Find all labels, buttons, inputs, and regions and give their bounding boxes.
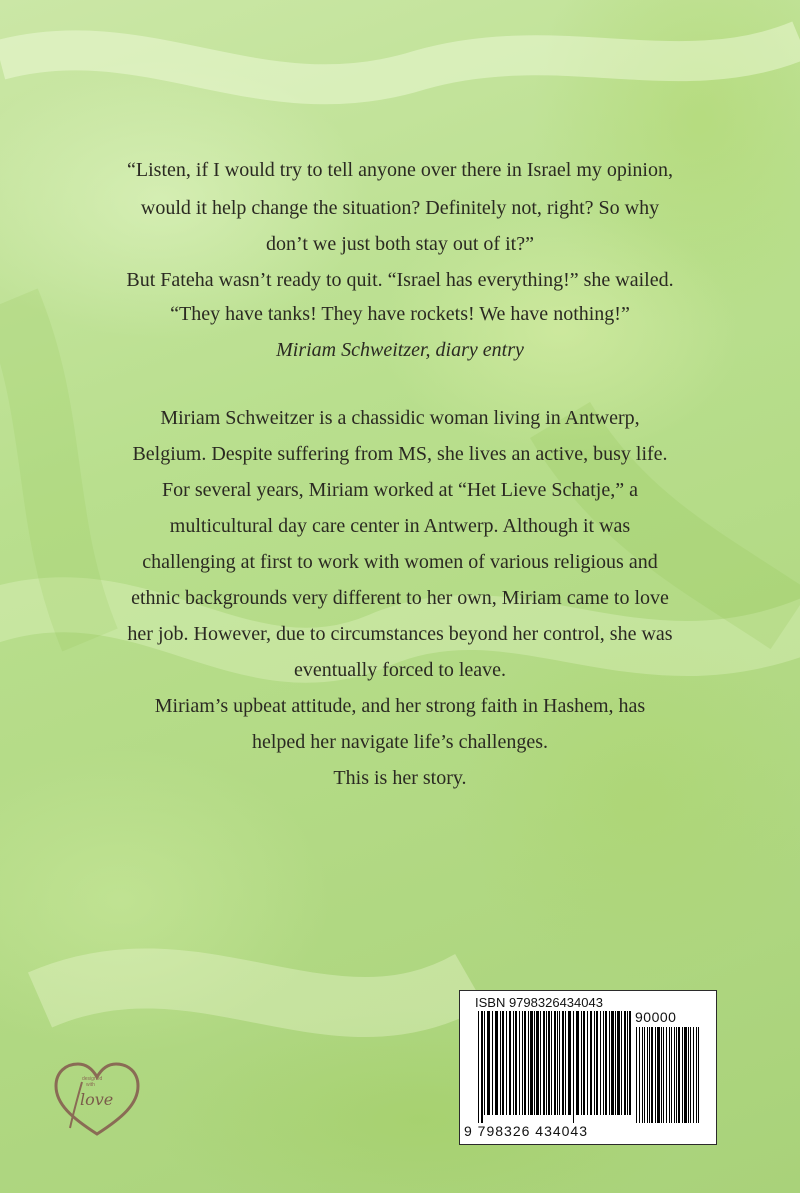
barcode-bar <box>540 1011 541 1115</box>
barcode-bar <box>639 1027 640 1123</box>
barcode-bar <box>506 1011 507 1115</box>
barcode-bar <box>515 1011 517 1115</box>
excerpt-line-1: “Listen, if I would try to tell anyone over there in Israel my opinion, <box>127 159 673 181</box>
barcode-bar <box>609 1011 610 1115</box>
barcode-bar <box>644 1027 645 1123</box>
blurb-line-8: eventually forced to leave. <box>293 659 507 681</box>
blurb-line-3: For several years, Miriam worked at “Het Lieve Schatje,” a <box>162 479 638 501</box>
barcode-bar <box>522 1011 523 1115</box>
isbn-barcode <box>459 990 717 1145</box>
barcode-bar <box>636 1027 637 1123</box>
barcode-bar <box>519 1011 520 1115</box>
barcode-bar <box>666 1027 667 1123</box>
barcode-bar <box>554 1011 556 1115</box>
barcode-bar <box>565 1011 566 1115</box>
barcode-bar <box>698 1027 699 1123</box>
barcode-bar <box>568 1011 571 1115</box>
barcode-bar <box>524 1011 526 1115</box>
logo-text-with: with <box>86 1082 95 1088</box>
barcode-bar <box>594 1011 595 1115</box>
barcode-bar <box>573 1011 574 1123</box>
barcode-bar <box>596 1011 598 1115</box>
excerpt-line-4: But Fateha wasn’t ready to quit. “Israel has everything!” she wailed. <box>126 269 674 291</box>
excerpt-attribution: Miriam Schweitzer, diary entry <box>276 339 524 361</box>
blurb-line-2: Belgium. Despite suffering from MS, she lives an active, busy life. <box>132 443 668 465</box>
barcode-bar <box>546 1011 547 1115</box>
barcode-bar <box>611 1011 614 1115</box>
blurb-line-5: challenging at first to work with women of various religious and <box>142 551 658 573</box>
excerpt-line-3: don’t we just both stay out of it?” <box>266 233 534 255</box>
barcode-bar <box>603 1011 604 1115</box>
barcode-bar <box>557 1011 558 1115</box>
barcode-bar <box>513 1011 514 1115</box>
barcode-bar <box>478 1011 479 1123</box>
barcode-bar <box>551 1011 552 1115</box>
barcode-bar <box>583 1011 585 1115</box>
excerpt-line-2: would it help change the situation? Definitely not, right? So why <box>140 197 660 219</box>
blurb-line-4: multicultural day care center in Antwerp. Although it was <box>169 515 631 537</box>
barcode-bar <box>649 1027 650 1123</box>
barcode-bar <box>676 1027 677 1123</box>
barcode-bar <box>657 1027 660 1123</box>
barcode-bar <box>651 1027 653 1123</box>
isbn-label: ISBN 9798326434043 <box>475 995 603 1010</box>
barcode-bar <box>559 1011 560 1115</box>
barcode-bar <box>621 1011 622 1115</box>
barcode-bar <box>669 1027 670 1123</box>
logo-text-designed: designed <box>82 1076 103 1082</box>
barcode-bar <box>543 1011 545 1115</box>
barcode-bar <box>528 1011 529 1115</box>
barcode-bar <box>655 1027 656 1123</box>
barcode-bar <box>587 1011 588 1115</box>
barcode-bar <box>576 1011 579 1115</box>
blurb-line-1: Miriam Schweitzer is a chassidic woman living in Antwerp, <box>160 407 640 429</box>
barcode-bar <box>484 1011 485 1115</box>
barcode-bar <box>548 1011 550 1115</box>
barcode-bar <box>671 1027 672 1123</box>
designed-with-love-logo <box>52 1060 142 1140</box>
barcode-bar <box>581 1011 582 1115</box>
barcode-bar <box>492 1011 493 1115</box>
barcode-digits: 9 798326 434043 <box>464 1123 588 1139</box>
excerpt-line-5: “They have tanks! They have rockets! We have nothing!” <box>170 303 630 325</box>
price-code: 90000 <box>635 1009 677 1025</box>
barcode-bar <box>661 1027 662 1123</box>
barcode-bar <box>509 1011 511 1115</box>
barcode-bar <box>615 1011 616 1115</box>
barcode-bar <box>629 1011 631 1115</box>
barcode-bar <box>688 1027 689 1123</box>
barcode-bar <box>617 1011 620 1115</box>
blurb-line-11: This is her story. <box>333 767 467 789</box>
barcode-bar <box>663 1027 664 1123</box>
barcode-bar <box>627 1011 628 1115</box>
barcode-bar <box>487 1011 490 1115</box>
barcode-bar <box>530 1011 533 1115</box>
barcode-bar <box>642 1027 643 1123</box>
barcode-bar <box>647 1027 648 1123</box>
barcode-bar <box>674 1027 675 1123</box>
barcode-addon-bars <box>636 1027 708 1123</box>
barcode-bar <box>684 1027 687 1123</box>
barcode-bar <box>693 1027 694 1123</box>
barcode-bar <box>481 1011 483 1123</box>
barcode-bar <box>600 1011 601 1115</box>
barcode-bar <box>536 1011 539 1115</box>
barcode-bar <box>500 1011 501 1115</box>
barcode-bar <box>696 1027 697 1123</box>
barcode-bar <box>590 1011 592 1115</box>
logo-text-love: love <box>80 1090 114 1109</box>
blurb-line-9: Miriam’s upbeat attitude, and her strong faith in Hashem, has <box>154 695 646 717</box>
barcode-bar <box>605 1011 607 1115</box>
blurb-line-7: her job. However, due to circumstances beyond her control, she was <box>127 623 673 645</box>
barcode-bar <box>682 1027 683 1123</box>
barcode-bar <box>534 1011 535 1115</box>
barcode-bar <box>678 1027 680 1123</box>
barcode-bar <box>502 1011 504 1115</box>
blurb-line-10: helped her navigate life’s challenges. <box>252 731 548 753</box>
barcode-bar <box>495 1011 498 1115</box>
barcode-bar <box>690 1027 691 1123</box>
barcode-bar <box>624 1011 626 1115</box>
blurb-line-6: ethnic backgrounds very different to her own, Miriam came to love <box>131 587 669 609</box>
barcode-bar <box>562 1011 564 1115</box>
barcode-main-bars <box>478 1011 632 1123</box>
